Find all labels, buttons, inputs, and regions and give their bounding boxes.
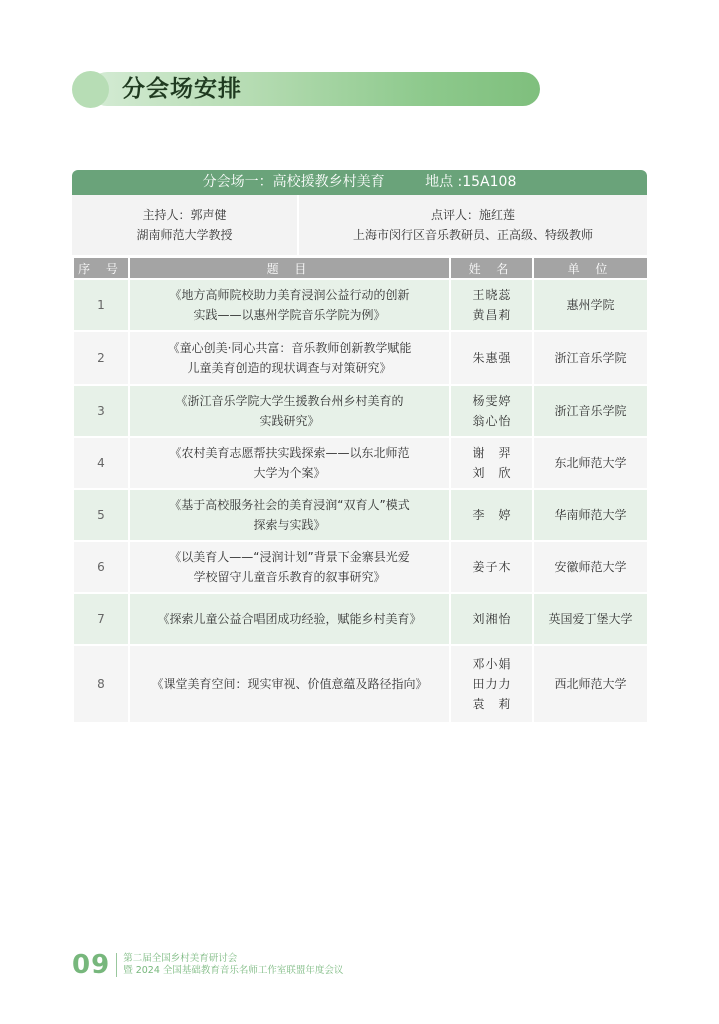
footer-line-1: 第二届全国乡村美育研讨会 (123, 953, 238, 964)
row-names-list (473, 505, 511, 525)
row-unit: 浙江音乐学院 (533, 331, 648, 385)
table-header-row (73, 257, 648, 279)
row-names (450, 645, 533, 723)
header-unit: 单 位 (533, 257, 648, 279)
row-name: 翁心怡 (472, 414, 511, 428)
row-names (450, 331, 533, 385)
row-name: 姜子木 (472, 560, 511, 574)
row-title-line: 《探索儿童公益合唱团成功经验，赋能乡村美育》 (157, 612, 422, 626)
header-title: 题 目 (129, 257, 450, 279)
row-name: 王晓蕊 (472, 288, 511, 302)
row-seq: 4 (73, 437, 129, 489)
row-name: 杨雯婷 (472, 394, 511, 408)
row-title-line: 《浙江音乐学院大学生援教台州乡村美育的 (175, 394, 404, 408)
agenda-table (72, 256, 649, 724)
footer-line-2: 暨 2024 全国基础教育音乐名师工作室联盟年度会议 (123, 965, 344, 976)
row-name: 刘湘怡 (472, 612, 511, 626)
row-seq: 7 (73, 593, 129, 645)
table-row (73, 541, 648, 593)
row-names-list (473, 654, 511, 714)
session-location: 地点 :15A108 (425, 174, 517, 190)
row-title (129, 279, 450, 331)
row-name: 朱惠强 (472, 351, 511, 365)
row-title-line: 探索与实践》 (253, 518, 326, 532)
row-names (450, 385, 533, 437)
row-seq: 6 (73, 541, 129, 593)
row-names-list (473, 391, 511, 431)
host-cell (72, 195, 299, 255)
host-affiliation: 湖南师范大学教授 (136, 228, 233, 242)
header-name: 姓 名 (450, 257, 533, 279)
row-names-list (473, 285, 511, 325)
row-unit: 安徽师范大学 (533, 541, 648, 593)
row-names (450, 593, 533, 645)
row-title (129, 331, 450, 385)
table-row (73, 645, 648, 723)
row-names (450, 541, 533, 593)
header-seq: 序 号 (73, 257, 129, 279)
row-seq: 3 (73, 385, 129, 437)
footer (72, 950, 343, 980)
row-title-line: 实践研究》 (259, 414, 320, 428)
table-body (73, 279, 648, 723)
row-names-list (473, 348, 511, 368)
row-names (450, 489, 533, 541)
row-unit: 惠州学院 (533, 279, 648, 331)
row-unit: 东北师范大学 (533, 437, 648, 489)
row-title (129, 489, 450, 541)
row-names-list (473, 609, 511, 629)
page-number: 09 (72, 950, 111, 980)
session-name: 分会场一：高校援教乡村美育 (202, 174, 385, 190)
row-name: 黄昌莉 (472, 308, 511, 322)
table-row (73, 385, 648, 437)
row-unit: 西北师范大学 (533, 645, 648, 723)
row-names (450, 437, 533, 489)
row-title-line: 实践——以惠州学院音乐学院为例》 (193, 308, 386, 322)
row-title-line: 《农村美育志愿帮扶实践探索——以东北师范 (169, 446, 410, 460)
session-title-bar (72, 170, 647, 195)
table-row (73, 437, 648, 489)
table-row (73, 489, 648, 541)
row-title (129, 593, 450, 645)
host-label: 主持人：郭声健 (142, 208, 227, 222)
footer-divider (116, 953, 117, 977)
reviewer-cell (299, 195, 647, 255)
session-panel (72, 170, 647, 724)
row-title-line: 《地方高师院校助力美育浸润公益行动的创新 (169, 288, 410, 302)
row-name: 谢 羿 (472, 446, 511, 460)
row-title-line: 《童心创美·同心共富：音乐教师创新教学赋能 (167, 341, 412, 355)
row-title-line: 《以美育人——“浸润计划”背景下金寨县光爱 (169, 550, 410, 564)
row-seq: 2 (73, 331, 129, 385)
row-title (129, 437, 450, 489)
row-title-line: 《基于高校服务社会的美育浸润“双育人”模式 (169, 498, 410, 512)
row-name: 李 婷 (472, 508, 511, 522)
row-title-line: 学校留守儿童音乐教育的叙事研究》 (193, 570, 386, 584)
row-title-line: 《课堂美育空间：现实审视、价值意蕴及路径指向》 (151, 677, 428, 691)
row-names-list (473, 443, 511, 483)
footer-lines (123, 953, 343, 977)
row-title-line: 大学为个案》 (253, 466, 326, 480)
row-title (129, 385, 450, 437)
section-title: 分会场安排 (122, 76, 242, 102)
row-seq: 1 (73, 279, 129, 331)
row-title-line: 儿童美育创造的现状调查与对策研究》 (187, 361, 392, 375)
row-title (129, 645, 450, 723)
row-name: 袁 莉 (472, 697, 511, 711)
row-names (450, 279, 533, 331)
row-unit: 浙江音乐学院 (533, 385, 648, 437)
row-unit: 华南师范大学 (533, 489, 648, 541)
row-unit: 英国爱丁堡大学 (533, 593, 648, 645)
table-row (73, 593, 648, 645)
table-row (73, 331, 648, 385)
row-seq: 8 (73, 645, 129, 723)
row-title (129, 541, 450, 593)
section-header (72, 70, 540, 108)
reviewer-affiliation: 上海市闵行区音乐教研员、正高级、特级教师 (352, 228, 593, 242)
row-seq: 5 (73, 489, 129, 541)
hosts-row (72, 195, 647, 256)
row-names-list (473, 557, 511, 577)
row-name: 刘 欣 (472, 466, 511, 480)
row-name: 田力力 (472, 677, 511, 691)
table-row (73, 279, 648, 331)
section-header-circle-icon (72, 71, 109, 108)
reviewer-label: 点评人：施红莲 (430, 208, 515, 222)
row-name: 邓小娟 (472, 657, 511, 671)
